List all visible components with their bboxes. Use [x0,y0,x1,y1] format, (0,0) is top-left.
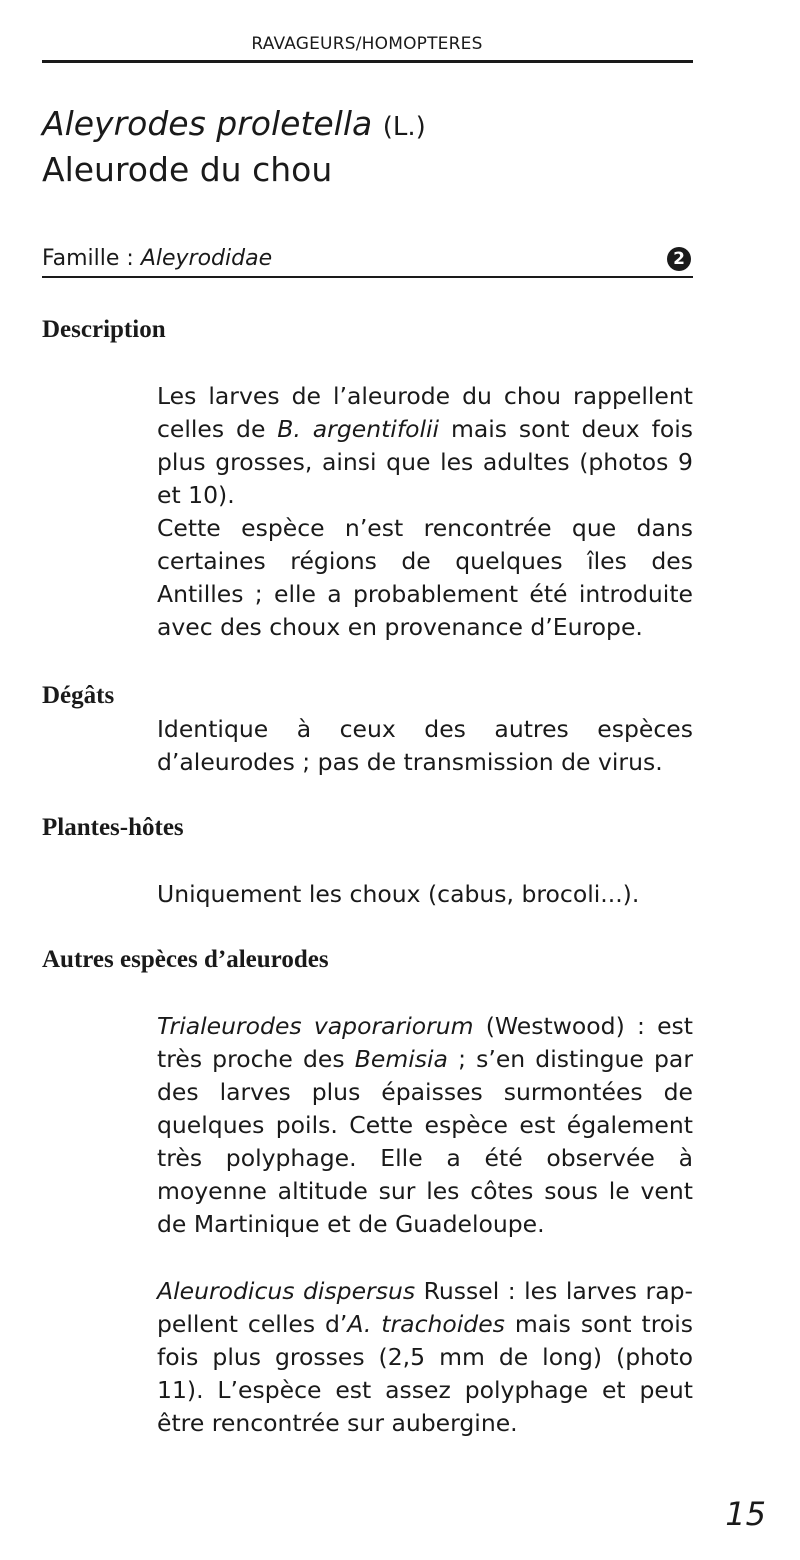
description-heading: Description [42,316,166,343]
degats-heading: Dégâts [42,682,115,709]
species-ref: A. trachoides [347,1310,505,1338]
autres-especes-heading: Autres espèces d’aleurodes [42,946,329,973]
description-paragraph-1 [157,380,693,512]
family-line [42,244,272,274]
header-rule [42,60,693,63]
description-paragraph-2: Cette espèce n’est rencontrée que dans certaines régions de quelques îles des Antilles ; elle a probablement été introduite avec des choux en provenance d’Europe. [157,514,693,641]
autres-paragraph-2 [157,1275,693,1440]
text-run: mais sont trois fois plus grosses (2,5 mm de long) (photo 11). L’espèce est assez polyphage et peut être rencontrée sur aubergine. [157,1310,694,1437]
common-name: Aleurode du chou [42,150,333,189]
page-number: 15 [725,1495,766,1533]
autres-paragraph-1 [157,1010,693,1241]
running-header: RAVAGEURS/HOMOPTERES [251,34,483,54]
family-label: Famille : [42,246,141,271]
scientific-name: Aleyrodes proletella [42,104,373,143]
species-title [42,104,426,147]
plantes-hotes-heading: Plantes-hôtes [42,814,184,841]
degats-paragraph: Identique à ceux des autres espèces d’aleurodes ; pas de transmission de virus. [157,715,693,776]
text-run: mais sont deux fois plus grosses, ainsi que les adultes (photos 9 et 10). [157,415,694,509]
species-author: (L.) [382,112,426,142]
text-run: Russel : les larves rappellent celles d’ [157,1277,694,1338]
species-ref: Trialeurodes vaporariorum [157,1012,474,1040]
plantes-hotes-paragraph: Uniquement les choux (cabus, brocoli...). [157,880,640,908]
number-badge: 2 [667,247,691,271]
family-name: Aleyrodidae [140,246,273,271]
text-run: ; s’en distingue par des larves plus épaisses surmontées de quelques poils. Cette espèce est également très polyphage. Elle a été observée à moyenne altitude sur les côtes sous le vent de Martinique et de Guadeloupe. [157,1045,693,1238]
species-ref: Aleurodicus dispersus [157,1277,416,1305]
species-ref: B. argentifolii [277,415,440,443]
genus-ref: Bemisia [354,1045,448,1073]
text-run: Les larves de l’aleurode du chou rappellent celles de [157,382,693,443]
text-run: (Westwood) : est très proche des [157,1012,693,1073]
family-rule [42,276,693,278]
